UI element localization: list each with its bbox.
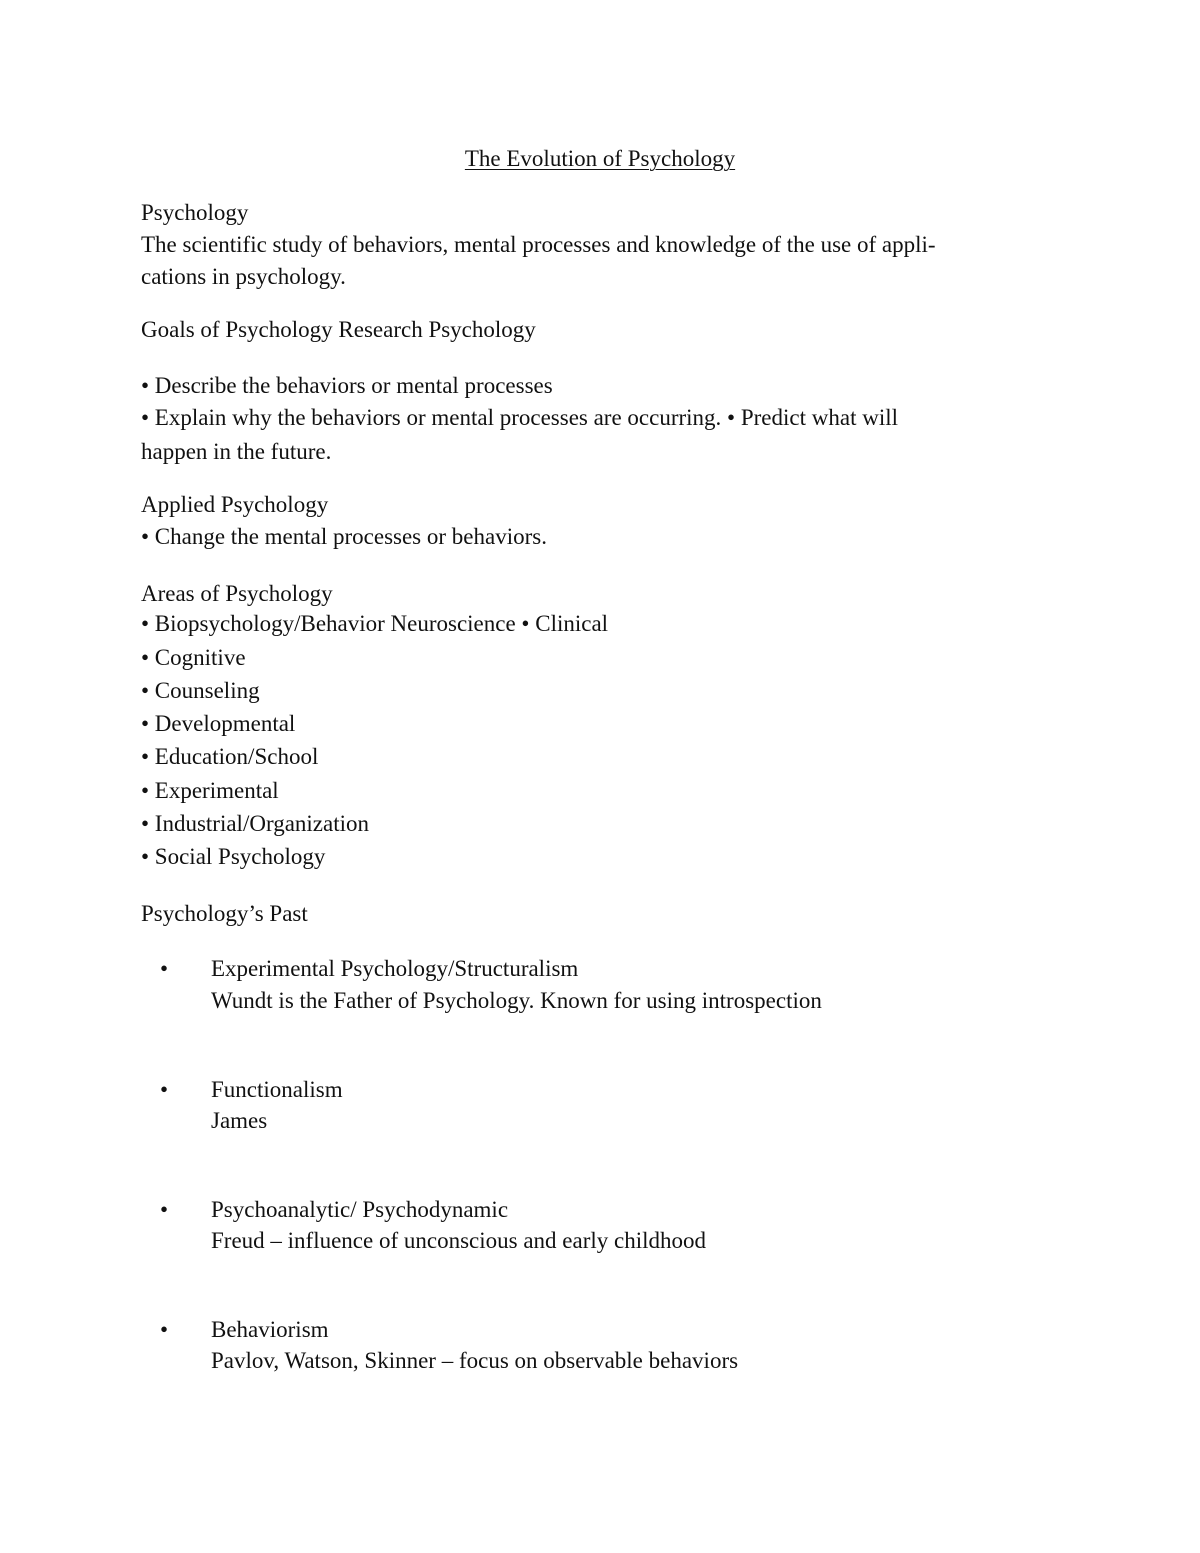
goals-line-2: • Explain why the behaviors or mental processes are occurring. • Predict what will bbox=[141, 405, 898, 430]
past-bullet: • bbox=[160, 1197, 169, 1222]
goals-line-1: • Describe the behaviors or mental processes bbox=[141, 373, 553, 398]
past-item-name: Behaviorism bbox=[211, 1317, 329, 1342]
areas-item: • Industrial/Organization bbox=[141, 811, 369, 836]
areas-heading: Areas of Psychology bbox=[141, 581, 333, 606]
past-item-name: Experimental Psychology/Structuralism bbox=[211, 956, 579, 981]
areas-item: • Experimental bbox=[141, 778, 279, 803]
goals-heading: Goals of Psychology Research Psychology bbox=[141, 317, 536, 342]
past-item-name: Functionalism bbox=[211, 1077, 343, 1102]
goals-line-3: happen in the future. bbox=[141, 439, 332, 464]
past-item-detail: Freud – influence of unconscious and early childhood bbox=[211, 1228, 707, 1253]
psychology-definition-line-1: The scientific study of behaviors, mental processes and knowledge of the use of appli- bbox=[141, 232, 936, 257]
past-bullet: • bbox=[160, 956, 169, 981]
areas-item: • Cognitive bbox=[141, 645, 246, 670]
past-item-name: Psychoanalytic/ Psychodynamic bbox=[211, 1197, 509, 1222]
document-title-text: The Evolution of Psychology bbox=[464, 146, 736, 171]
past-item-detail: Pavlov, Watson, Skinner – focus on observable behaviors bbox=[211, 1348, 739, 1373]
areas-item: • Counseling bbox=[141, 678, 260, 703]
areas-item: • Education/School bbox=[141, 744, 319, 769]
past-heading: Psychology’s Past bbox=[141, 901, 308, 926]
psychology-definition-line-2: cations in psychology. bbox=[141, 264, 346, 289]
past-item-detail: Wundt is the Father of Psychology. Known for using introspection bbox=[211, 988, 822, 1013]
areas-item: • Biopsychology/Behavior Neuroscience • Clinical bbox=[141, 611, 609, 636]
areas-item: • Developmental bbox=[141, 711, 296, 736]
past-bullet: • bbox=[160, 1077, 169, 1102]
applied-line-1: • Change the mental processes or behaviors. bbox=[141, 524, 547, 549]
past-item-detail: James bbox=[211, 1108, 268, 1133]
areas-item: • Social Psychology bbox=[141, 844, 326, 869]
past-bullet: • bbox=[160, 1317, 169, 1342]
document-title bbox=[0, 144, 1200, 174]
psychology-heading: Psychology bbox=[141, 200, 249, 225]
applied-heading: Applied Psychology bbox=[141, 492, 329, 517]
